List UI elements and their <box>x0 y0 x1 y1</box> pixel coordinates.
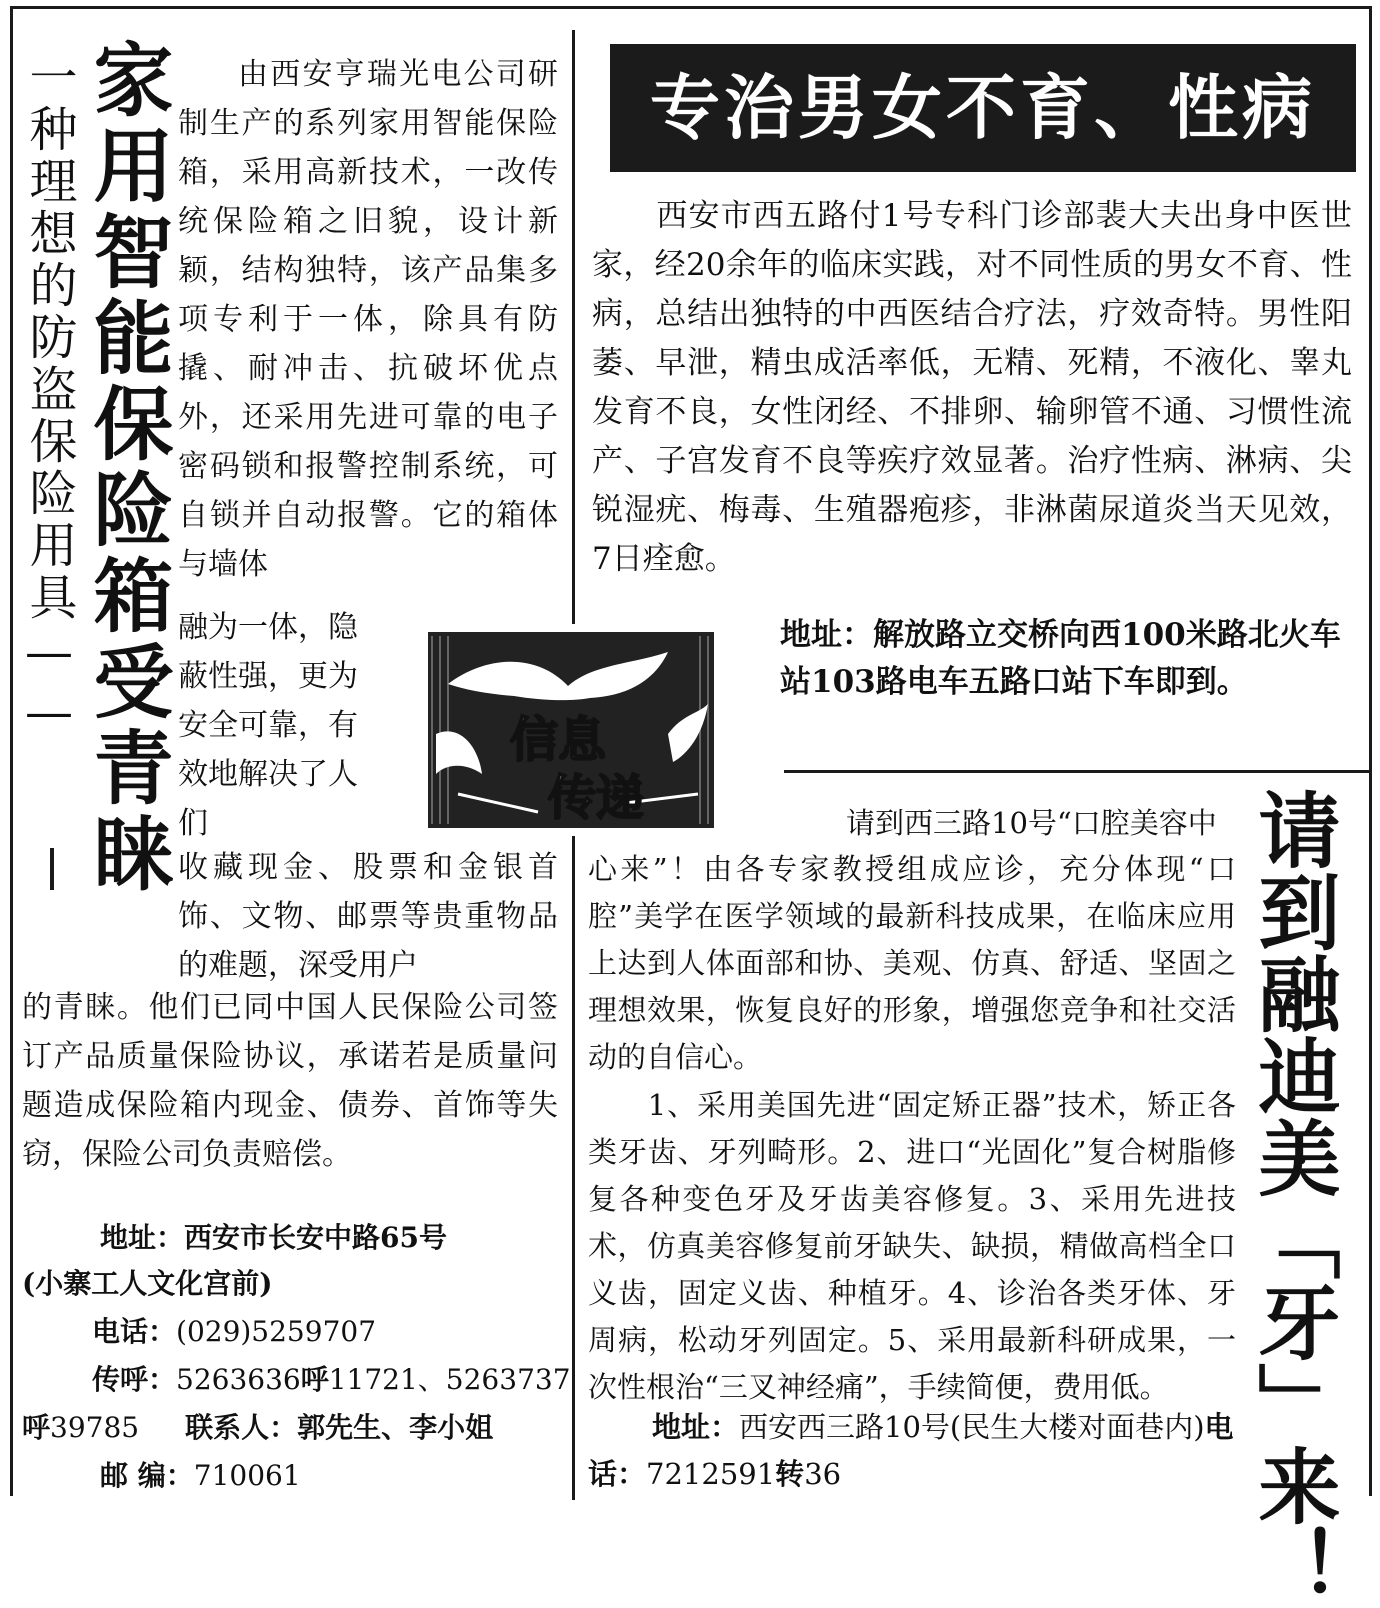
pager-value-c: 39785 <box>50 1411 140 1444</box>
left-ad-pager-contact-line <box>22 1404 493 1452</box>
dental-services: 1、采用美国先进“固定矫正器”技术，矫正各类牙齿、牙列畸形。2、进口“光固化”复合树脂修复各种变色牙及牙齿美容修复。3、采用先进技术，仿真美容修复前牙缺失、缺损，精做高档全口义齿，固定义齿、种植牙。4、诊治各类牙体、牙周病，松动牙列固定。5、采用最新科研成果，一次性根治“三叉神经痛”，手续简便，费用低。 <box>588 1088 1236 1404</box>
left-ad-address-line <box>100 1214 447 1262</box>
contact-value: 郭先生、李小姐 <box>297 1411 494 1444</box>
top-border <box>10 6 1372 9</box>
left-ad-phone-line <box>92 1308 376 1356</box>
pager-value-a: 5263636 <box>176 1363 301 1396</box>
dental-address <box>588 1404 1236 1498</box>
left-ad-body-narrow: 融为一体，隐蔽性强，更为安全可靠，有效地解决了人们 <box>178 610 358 841</box>
pager-hu-1: 呼 <box>300 1363 329 1396</box>
pager-hu-2: 呼 <box>22 1411 51 1444</box>
pager-value-b: 11721、5263737 <box>328 1363 571 1396</box>
left-ad-body-mid: 收藏现金、股票和金银首饰、文物、邮票等贵重物品的难题，深受用户 <box>178 850 558 983</box>
banner-title: 专治男女不育、性病 <box>650 67 1316 149</box>
logo-text-line2: 传递 <box>548 770 645 826</box>
info-logo <box>418 624 722 836</box>
dental-address-value: 西安西三路10号(民生大楼对面巷内) <box>739 1410 1205 1444</box>
left-ad-body-full: 的青睐。他们已同中国人民保险公司签订产品质量保险协议，承诺若是质量问题造成保险箱内现金、债券、首饰等失窃，保险公司负责赔偿。 <box>22 990 558 1172</box>
left-ad-title: 家用智能保险箱受青睐 <box>80 38 174 898</box>
dental-intro: 心来”！由各专家教授组成应诊，充分体现“口腔”美学在医学领域的最新科技成果，在临床应用上达到人体面部和协、美观、仿真、舒适、坚固之理想效果，恢复良好的形象，增强您竞争和社交活动的自信心。 <box>588 852 1236 1074</box>
right-border <box>1369 6 1372 1496</box>
zip-label: 邮 编： <box>100 1459 194 1492</box>
left-ad-zip-line <box>100 1452 301 1500</box>
dental-ad-title: 请到融迪美「牙」来！ <box>1245 788 1340 1608</box>
left-ad-address2: (小寨工人文化宫前) <box>22 1267 273 1300</box>
clinic-address: 地址：解放路立交桥向西100米路北火车站103路电车五路口站下车即到。 <box>780 617 1341 700</box>
address-label: 地址： <box>100 1221 185 1254</box>
dash-separator <box>50 848 54 890</box>
dental-phone-value: 7212591 <box>646 1457 776 1491</box>
logo-text-line1: 信息 <box>510 712 607 768</box>
info-logo-graphic <box>418 624 722 836</box>
contact-label: 联系人： <box>185 1411 298 1444</box>
dental-intro-first-line: 请到西三路10号“口腔美容中 <box>846 806 1217 840</box>
section-divider <box>784 770 1370 773</box>
zip-value: 710061 <box>193 1459 301 1492</box>
dental-address-label: 地址： <box>652 1410 740 1444</box>
phone-value: (029)5259707 <box>176 1315 377 1348</box>
left-ad-subtitle: 一种理想的防盗保险用具—— <box>21 52 77 744</box>
pager-label: 传呼： <box>92 1363 177 1396</box>
address-value: 西安市长安中路65号 <box>184 1221 447 1254</box>
left-ad-body-top: 由西安亨瑞光电公司研制生产的系列家用智能保险箱，采用高新技术，一改传统保险箱之旧貌，设计新颖，结构独特，该产品集多项专利于一体，除具有防撬、耐冲击、抗破坏优点外，还采用先进可靠的电子密码锁和报警控制系统，可自锁并自动报警。它的箱体与墙体 <box>178 57 558 582</box>
left-ad-pager-line <box>92 1356 571 1404</box>
phone-label: 电话： <box>92 1315 177 1348</box>
dental-phone-label: 电话： <box>588 1410 1234 1491</box>
dental-ext-label: 转 <box>775 1457 805 1491</box>
dental-ext-value: 36 <box>804 1457 842 1491</box>
clinic-body: 西安市西五路付1号专科门诊部裴大夫出身中医世家，经20余年的临床实践，对不同性质的男女不育、性病，总结出独特的中西医结合疗法，疗效奇特。男性阳萎、早泄，精虫成活率低，无精、死精，不液化、睾丸发育不良，女性闭经、不排卵、输卵管不通、习惯性流产、子宫发育不良等疾疗效显著。治疗性病、淋病、尖锐湿疣、梅毒、生殖器疱疹，非淋菌尿道炎当天见效，7日痊愈。 <box>592 198 1352 577</box>
left-border <box>10 6 13 1496</box>
